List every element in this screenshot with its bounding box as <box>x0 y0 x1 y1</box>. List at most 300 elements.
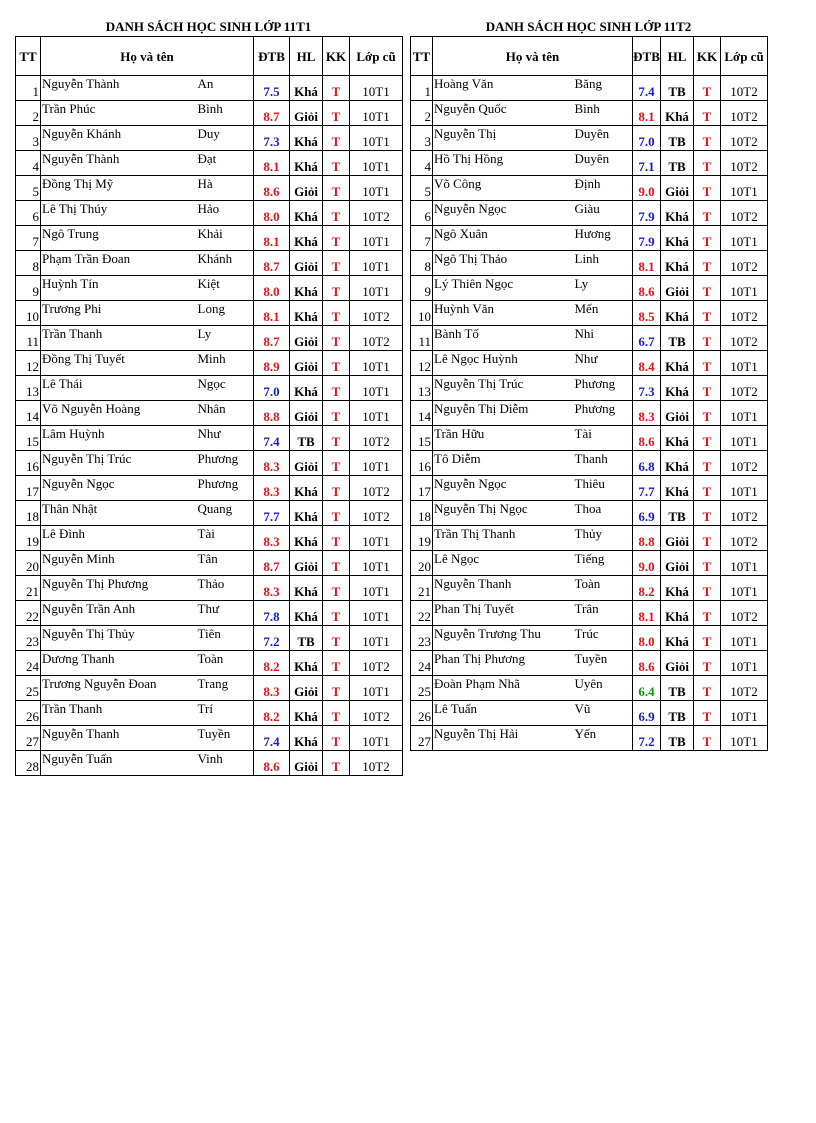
student-surname: Huỳnh Tín <box>41 276 196 301</box>
student-surname: Nguyễn Trần Anh <box>41 601 196 626</box>
academic-rank: Khá <box>661 376 694 401</box>
academic-rank: Khá <box>661 201 694 226</box>
class-11t2-table <box>410 36 768 751</box>
previous-class: 10T2 <box>721 601 768 626</box>
conduct-rating: T <box>694 401 721 426</box>
average-score: 8.0 <box>254 201 290 226</box>
student-surname: Hồ Thị Hồng <box>433 151 573 176</box>
student-surname: Lê Đình <box>41 526 196 551</box>
average-score: 8.3 <box>254 676 290 701</box>
academic-rank: TB <box>661 126 694 151</box>
conduct-rating: T <box>323 201 350 226</box>
conduct-rating: T <box>694 726 721 751</box>
student-surname: Lê Ngọc Huỳnh <box>433 351 573 376</box>
academic-rank: Giỏi <box>661 526 694 551</box>
student-surname: Nguyễn Quốc <box>433 101 573 126</box>
table-row <box>16 651 403 676</box>
row-number: 20 <box>16 551 41 576</box>
student-given-name: An <box>196 76 254 101</box>
row-number: 8 <box>16 251 41 276</box>
academic-rank: Khá <box>661 101 694 126</box>
average-score: 7.2 <box>254 626 290 651</box>
academic-rank: Giỏi <box>290 451 323 476</box>
conduct-rating: T <box>323 176 350 201</box>
student-given-name: Trân <box>573 601 633 626</box>
conduct-rating: T <box>323 476 350 501</box>
student-surname: Nguyễn Ngọc <box>433 201 573 226</box>
table-row <box>411 301 768 326</box>
table-row <box>16 201 403 226</box>
academic-rank: Khá <box>661 351 694 376</box>
previous-class: 10T2 <box>721 501 768 526</box>
previous-class: 10T2 <box>721 151 768 176</box>
row-number: 23 <box>411 626 433 651</box>
student-surname: Thân Nhật <box>41 501 196 526</box>
conduct-rating: T <box>694 651 721 676</box>
average-score: 8.3 <box>633 401 661 426</box>
table-row <box>411 551 768 576</box>
conduct-rating: T <box>694 351 721 376</box>
average-score: 7.5 <box>254 76 290 101</box>
row-number: 21 <box>411 576 433 601</box>
student-surname: Ngô Thị Thảo <box>433 251 573 276</box>
student-given-name: Tài <box>196 526 254 551</box>
student-given-name: Phương <box>573 376 633 401</box>
row-number: 5 <box>411 176 433 201</box>
student-given-name: Phương <box>196 451 254 476</box>
header-row <box>16 37 403 76</box>
student-given-name: Toàn <box>196 651 254 676</box>
table-row <box>411 276 768 301</box>
conduct-rating: T <box>323 326 350 351</box>
table-row <box>411 451 768 476</box>
table-row <box>411 501 768 526</box>
row-number: 17 <box>411 476 433 501</box>
average-score: 8.1 <box>633 101 661 126</box>
student-surname: Nguyễn Thị Phương <box>41 576 196 601</box>
row-number: 22 <box>411 601 433 626</box>
student-given-name: Tiếng <box>573 551 633 576</box>
student-surname: Nguyễn Minh <box>41 551 196 576</box>
row-number: 25 <box>16 676 41 701</box>
row-number: 10 <box>16 301 41 326</box>
student-given-name: Phương <box>573 401 633 426</box>
average-score: 7.0 <box>254 376 290 401</box>
row-number: 13 <box>16 376 41 401</box>
student-surname: Lâm Huỳnh <box>41 426 196 451</box>
table-row <box>16 351 403 376</box>
previous-class: 10T1 <box>350 551 403 576</box>
academic-rank: Giỏi <box>661 551 694 576</box>
previous-class: 10T2 <box>350 651 403 676</box>
academic-rank: Khá <box>290 376 323 401</box>
table-row <box>16 226 403 251</box>
conduct-rating: T <box>694 251 721 276</box>
average-score: 8.6 <box>254 751 290 776</box>
student-given-name: Tiên <box>196 626 254 651</box>
table-row <box>16 326 403 351</box>
table-row <box>411 526 768 551</box>
table-row <box>16 601 403 626</box>
conduct-rating: T <box>323 351 350 376</box>
row-number: 3 <box>16 126 41 151</box>
table-row <box>411 576 768 601</box>
row-number: 27 <box>16 726 41 751</box>
header-hl: HL <box>290 37 323 76</box>
student-given-name: Trúc <box>573 626 633 651</box>
row-number: 20 <box>411 551 433 576</box>
table-row <box>411 626 768 651</box>
average-score: 7.9 <box>633 226 661 251</box>
previous-class: 10T2 <box>721 126 768 151</box>
conduct-rating: T <box>694 376 721 401</box>
academic-rank: Khá <box>290 476 323 501</box>
average-score: 6.8 <box>633 451 661 476</box>
average-score: 7.3 <box>254 126 290 151</box>
previous-class: 10T2 <box>721 251 768 276</box>
table-row <box>16 76 403 101</box>
conduct-rating: T <box>323 576 350 601</box>
table-row <box>411 376 768 401</box>
academic-rank: TB <box>661 151 694 176</box>
table-row <box>16 176 403 201</box>
previous-class: 10T1 <box>721 651 768 676</box>
previous-class: 10T1 <box>350 101 403 126</box>
table-row <box>411 401 768 426</box>
row-number: 12 <box>411 351 433 376</box>
student-given-name: Định <box>573 176 633 201</box>
average-score: 8.7 <box>254 101 290 126</box>
student-surname: Nguyễn Khánh <box>41 126 196 151</box>
previous-class: 10T2 <box>721 301 768 326</box>
academic-rank: Khá <box>290 201 323 226</box>
previous-class: 10T2 <box>721 376 768 401</box>
conduct-rating: T <box>694 701 721 726</box>
student-given-name: Hương <box>573 226 633 251</box>
table-row <box>411 76 768 101</box>
table-row <box>16 551 403 576</box>
conduct-rating: T <box>694 201 721 226</box>
previous-class: 10T2 <box>721 526 768 551</box>
average-score: 8.2 <box>254 701 290 726</box>
academic-rank: Giỏi <box>290 251 323 276</box>
header-row <box>411 37 768 76</box>
conduct-rating: T <box>694 301 721 326</box>
header-dtb: ĐTB <box>254 37 290 76</box>
student-surname: Nguyễn Ngọc <box>41 476 196 501</box>
conduct-rating: T <box>323 426 350 451</box>
student-surname: Nguyễn Thị <box>433 126 573 151</box>
previous-class: 10T1 <box>350 76 403 101</box>
conduct-rating: T <box>694 526 721 551</box>
academic-rank: Khá <box>661 476 694 501</box>
table-row <box>16 726 403 751</box>
table-row <box>16 151 403 176</box>
student-surname: Tô Diễm <box>433 451 573 476</box>
row-number: 12 <box>16 351 41 376</box>
student-surname: Nguyễn Thị Hải <box>433 726 573 751</box>
row-number: 18 <box>16 501 41 526</box>
previous-class: 10T1 <box>350 626 403 651</box>
student-surname: Nguyễn Thị Ngọc <box>433 501 573 526</box>
average-score: 7.3 <box>633 376 661 401</box>
conduct-rating: T <box>694 151 721 176</box>
row-number: 4 <box>411 151 433 176</box>
average-score: 8.1 <box>254 301 290 326</box>
previous-class: 10T2 <box>721 676 768 701</box>
previous-class: 10T2 <box>350 201 403 226</box>
conduct-rating: T <box>694 101 721 126</box>
header-lop: Lớp cũ <box>721 37 768 76</box>
student-given-name: Quang <box>196 501 254 526</box>
academic-rank: TB <box>661 326 694 351</box>
student-given-name: Linh <box>573 251 633 276</box>
average-score: 8.5 <box>633 301 661 326</box>
row-number: 7 <box>411 226 433 251</box>
student-surname: Đoàn Phạm Nhã <box>433 676 573 701</box>
row-number: 25 <box>411 676 433 701</box>
conduct-rating: T <box>694 451 721 476</box>
conduct-rating: T <box>323 601 350 626</box>
academic-rank: TB <box>290 426 323 451</box>
student-given-name: Hà <box>196 176 254 201</box>
table-row <box>411 651 768 676</box>
student-surname: Nguyễn Thành <box>41 76 196 101</box>
academic-rank: Giỏi <box>290 101 323 126</box>
academic-rank: TB <box>661 701 694 726</box>
student-given-name: Thoa <box>573 501 633 526</box>
student-surname: Võ Công <box>433 176 573 201</box>
student-surname: Nguyễn Thanh <box>41 726 196 751</box>
row-number: 3 <box>411 126 433 151</box>
academic-rank: Khá <box>661 301 694 326</box>
table-row <box>411 476 768 501</box>
student-surname: Nguyễn Trương Thu <box>433 626 573 651</box>
row-number: 9 <box>16 276 41 301</box>
student-given-name: Thảo <box>196 576 254 601</box>
average-score: 8.1 <box>254 151 290 176</box>
student-surname: Trương Phi <box>41 301 196 326</box>
student-given-name: Thiêu <box>573 476 633 501</box>
student-given-name: Yến <box>573 726 633 751</box>
academic-rank: Khá <box>290 76 323 101</box>
student-given-name: Thư <box>196 601 254 626</box>
row-number: 9 <box>411 276 433 301</box>
average-score: 8.6 <box>254 176 290 201</box>
conduct-rating: T <box>694 626 721 651</box>
header-hl: HL <box>661 37 694 76</box>
row-number: 17 <box>16 476 41 501</box>
academic-rank: Giỏi <box>290 351 323 376</box>
student-given-name: Tuyền <box>196 726 254 751</box>
academic-rank: Khá <box>290 576 323 601</box>
previous-class: 10T1 <box>350 601 403 626</box>
conduct-rating: T <box>323 226 350 251</box>
student-surname: Nguyễn Tuấn <box>41 751 196 776</box>
student-given-name: Ngọc <box>196 376 254 401</box>
academic-rank: Khá <box>661 251 694 276</box>
academic-rank: Khá <box>290 526 323 551</box>
student-given-name: Ly <box>196 326 254 351</box>
row-number: 10 <box>411 301 433 326</box>
average-score: 6.4 <box>633 676 661 701</box>
average-score: 8.2 <box>633 576 661 601</box>
previous-class: 10T1 <box>721 701 768 726</box>
academic-rank: Giỏi <box>290 751 323 776</box>
conduct-rating: T <box>694 576 721 601</box>
average-score: 8.3 <box>254 526 290 551</box>
conduct-rating: T <box>694 676 721 701</box>
previous-class: 10T2 <box>721 101 768 126</box>
academic-rank: Giỏi <box>290 551 323 576</box>
average-score: 7.7 <box>633 476 661 501</box>
academic-rank: Khá <box>290 601 323 626</box>
conduct-rating: T <box>323 701 350 726</box>
conduct-rating: T <box>323 251 350 276</box>
average-score: 8.4 <box>633 351 661 376</box>
average-score: 7.4 <box>254 426 290 451</box>
row-number: 2 <box>16 101 41 126</box>
average-score: 8.7 <box>254 551 290 576</box>
conduct-rating: T <box>323 726 350 751</box>
student-surname: Ngô Trung <box>41 226 196 251</box>
student-given-name: Bình <box>196 101 254 126</box>
header-lop: Lớp cũ <box>350 37 403 76</box>
table-row <box>16 101 403 126</box>
average-score: 7.4 <box>633 76 661 101</box>
average-score: 7.2 <box>633 726 661 751</box>
conduct-rating: T <box>323 151 350 176</box>
previous-class: 10T1 <box>350 526 403 551</box>
previous-class: 10T1 <box>721 351 768 376</box>
table-row <box>16 301 403 326</box>
conduct-rating: T <box>323 376 350 401</box>
student-given-name: Bình <box>573 101 633 126</box>
conduct-rating: T <box>323 101 350 126</box>
student-given-name: Như <box>196 426 254 451</box>
average-score: 7.7 <box>254 501 290 526</box>
student-given-name: Băng <box>573 76 633 101</box>
previous-class: 10T2 <box>350 501 403 526</box>
previous-class: 10T1 <box>350 451 403 476</box>
row-number: 11 <box>16 326 41 351</box>
student-given-name: Trí <box>196 701 254 726</box>
table-row <box>411 201 768 226</box>
previous-class: 10T2 <box>721 326 768 351</box>
student-given-name: Kiệt <box>196 276 254 301</box>
academic-rank: Giỏi <box>661 176 694 201</box>
student-given-name: Trang <box>196 676 254 701</box>
average-score: 8.6 <box>633 426 661 451</box>
table-row <box>411 251 768 276</box>
student-given-name: Mến <box>573 301 633 326</box>
student-given-name: Nhân <box>196 401 254 426</box>
table-row <box>411 676 768 701</box>
row-number: 7 <box>16 226 41 251</box>
previous-class: 10T1 <box>721 551 768 576</box>
average-score: 8.3 <box>254 476 290 501</box>
row-number: 1 <box>16 76 41 101</box>
table-row <box>411 351 768 376</box>
table-row <box>16 751 403 776</box>
academic-rank: Giỏi <box>290 176 323 201</box>
average-score: 8.1 <box>254 226 290 251</box>
student-given-name: Uyên <box>573 676 633 701</box>
table-row <box>411 326 768 351</box>
table-row <box>16 401 403 426</box>
table-row <box>16 376 403 401</box>
academic-rank: Khá <box>290 276 323 301</box>
student-given-name: Vũ <box>573 701 633 726</box>
row-number: 5 <box>16 176 41 201</box>
table-row <box>411 226 768 251</box>
academic-rank: Giỏi <box>661 651 694 676</box>
row-number: 14 <box>411 401 433 426</box>
academic-rank: Khá <box>661 626 694 651</box>
student-surname: Lê Thị Thúy <box>41 201 196 226</box>
row-number: 16 <box>411 451 433 476</box>
average-score: 8.1 <box>633 601 661 626</box>
table-row <box>411 726 768 751</box>
average-score: 6.9 <box>633 501 661 526</box>
student-surname: Trần Hữu <box>433 426 573 451</box>
conduct-rating: T <box>694 276 721 301</box>
table-row <box>411 176 768 201</box>
average-score: 8.9 <box>254 351 290 376</box>
class-11t2-title: DANH SÁCH HỌC SINH LỚP 11T2 <box>485 19 692 34</box>
table-row <box>16 626 403 651</box>
student-surname: Nguyễn Thị Trúc <box>41 451 196 476</box>
previous-class: 10T1 <box>721 401 768 426</box>
average-score: 9.0 <box>633 551 661 576</box>
student-surname: Trương Nguyễn Đoan <box>41 676 196 701</box>
row-number: 19 <box>411 526 433 551</box>
student-surname: Lê Tuấn <box>433 701 573 726</box>
average-score: 8.0 <box>633 626 661 651</box>
student-surname: Lý Thiên Ngọc <box>433 276 573 301</box>
student-given-name: Khải <box>196 226 254 251</box>
academic-rank: Khá <box>290 151 323 176</box>
class-11t2-section <box>410 18 767 751</box>
table-row <box>16 526 403 551</box>
academic-rank: Giỏi <box>661 401 694 426</box>
previous-class: 10T2 <box>350 751 403 776</box>
student-surname: Nguyễn Thành <box>41 151 196 176</box>
student-given-name: Ly <box>573 276 633 301</box>
average-score: 7.9 <box>633 201 661 226</box>
academic-rank: Giỏi <box>661 276 694 301</box>
student-given-name: Tài <box>573 426 633 451</box>
previous-class: 10T1 <box>350 251 403 276</box>
previous-class: 10T2 <box>350 426 403 451</box>
row-number: 23 <box>16 626 41 651</box>
table-row <box>16 126 403 151</box>
conduct-rating: T <box>323 751 350 776</box>
table-row <box>411 151 768 176</box>
previous-class: 10T1 <box>721 626 768 651</box>
student-given-name: Minh <box>196 351 254 376</box>
class-11t1-table <box>15 36 403 776</box>
row-number: 21 <box>16 576 41 601</box>
row-number: 19 <box>16 526 41 551</box>
student-given-name: Hảo <box>196 201 254 226</box>
academic-rank: TB <box>661 676 694 701</box>
header-kk: KK <box>323 37 350 76</box>
header-name: Họ và tên <box>41 37 254 76</box>
previous-class: 10T1 <box>721 576 768 601</box>
table-row <box>411 601 768 626</box>
table-row <box>411 101 768 126</box>
